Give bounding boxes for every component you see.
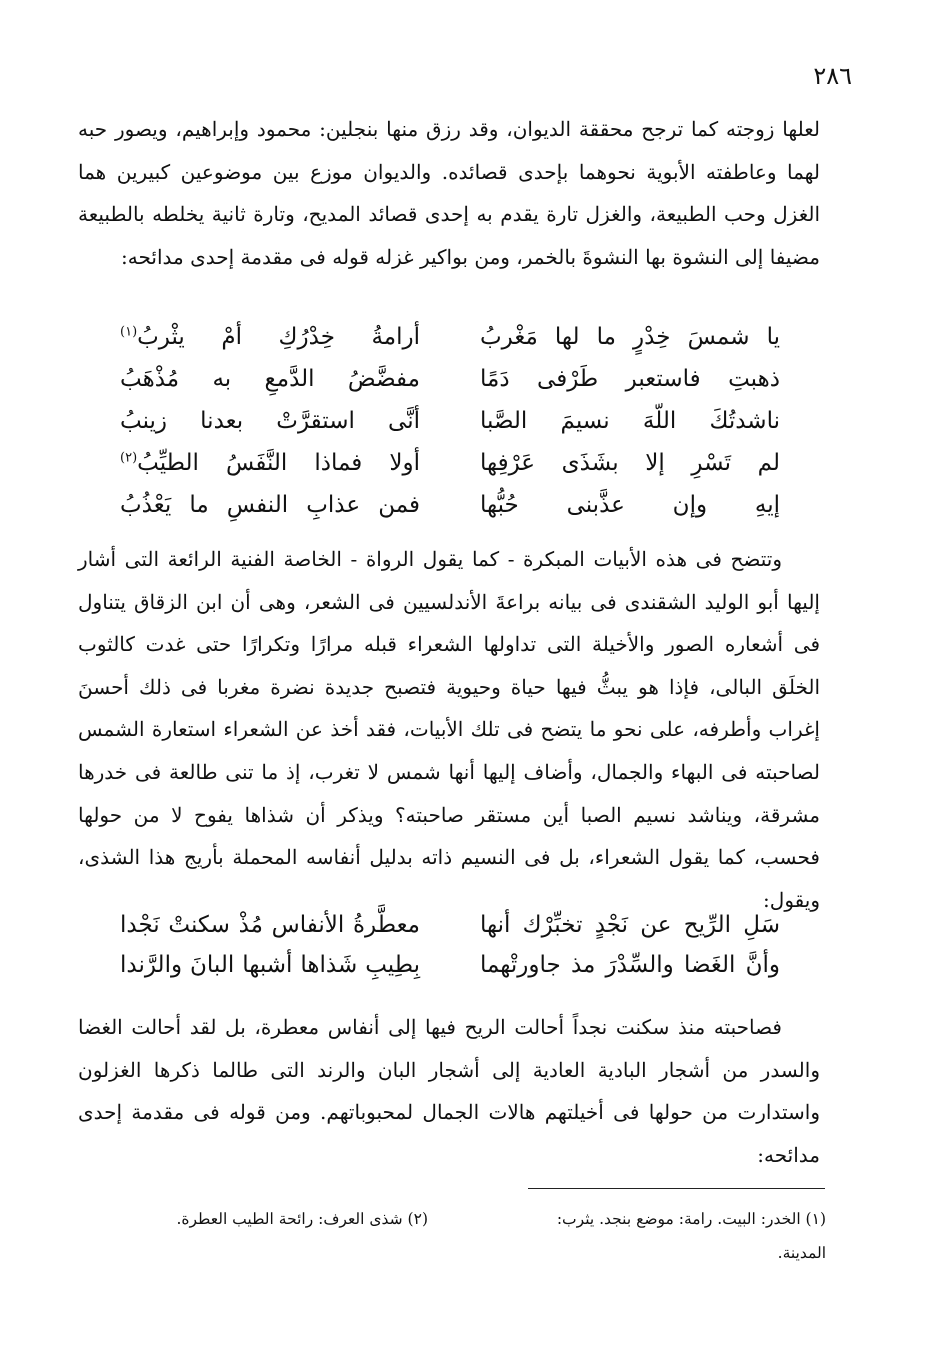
footnote-marker: (١) xyxy=(120,324,138,340)
footnote-marker: (٢) xyxy=(120,450,138,466)
paragraph-intro xyxy=(78,108,820,278)
poem-verse xyxy=(120,912,780,952)
verse-second-hemistich: مفضَّضُ الدَّمعِ به مُذْهَبُ xyxy=(120,366,420,392)
verse-second-hemistich: معطَّرةُ الأنفاس مُذْ سكنتْ نَجْدا xyxy=(120,912,420,938)
footnote-row xyxy=(108,1202,826,1236)
page-number: ٢٨٦ xyxy=(813,62,852,90)
paragraph-conclusion xyxy=(78,1006,820,1176)
poem-verse xyxy=(120,492,780,534)
verse-text: أرامةُ خِدْرُكِ أمْ يثْربُ xyxy=(137,324,420,350)
verse-first-hemistich: ذهبتِ فاستعبر طَرْفى دَمًا xyxy=(480,366,780,392)
poem-first xyxy=(120,324,780,534)
verse-second-hemistich xyxy=(120,450,420,476)
footnote-2: (٢) شذى العرف: رائحة الطيب العطرة. xyxy=(176,1210,428,1228)
footnote-divider xyxy=(528,1188,825,1189)
paragraph-text: فصاحبته منذ سكنت نجداً أحالت الريح فيها إلى أنفاس معطرة، بل لقد أحالت الغضا والسدر من أشجار البادية العادية إلى أشجار البان والرند التى طالما ذكرها الغزلون واستدارت من حولها فى أخيلتهم هالات الجمال لمحبوباتهم. ومن قوله فى مقدمة إحدى مدائحه: xyxy=(78,1015,820,1167)
verse-first-hemistich: يا شمسَ خِدْرٍ ما لها مَغْربُ xyxy=(480,324,780,350)
verse-second-hemistich xyxy=(120,324,420,350)
verse-second-hemistich: أنَّى استقرَّتْ بعدنا زينبُ xyxy=(120,408,420,434)
poem-verse xyxy=(120,952,780,992)
verse-first-hemistich: إيهِ وإن عذَّبنى حُبُّها xyxy=(480,492,780,518)
poem-verse xyxy=(120,324,780,366)
poem-verse xyxy=(120,366,780,408)
verse-first-hemistich: وأنَّ الغَضا والسِّدْرَ مذ جاورتْهما xyxy=(480,952,780,978)
footnote-1-continuation: المدينة. xyxy=(777,1244,826,1262)
poem-verse xyxy=(120,408,780,450)
paragraph-analysis xyxy=(78,538,820,921)
verse-text: أولا فماذا النَّفَسُ الطيِّبُ xyxy=(137,450,420,476)
paragraph-text: وتتضح فى هذه الأبيات المبكرة - كما يقول الرواة - الخاصة الفنية الرائعة التى أشار إليها أبو الوليد الشقندى فى بيانه براعةَ الأندلسيين فى الشعر، وهى أن ابن الزقاق يتناول فى أشعاره الصور والأخيلة التى تداولها الشعراء قبله مرارًا وتكرارًا حتى غدت كالثوب الخلَق البالى، فإذا هو يبثُّ فيها حياة وحيوية فتصبح جديدة نضرة مغربا فى ذلك أحسنَ إغراب وأطرفه، على نحو ما يتضح فى تلك الأبيات، فقد أخذ عن الشعراء استعارة الشمس لصاحبته فى البهاء والجمال، وأضاف إليها أنها شمس لا تغرب، إذ ما تنى طالعة فى خدرها مشرقة، ويناشد نسيم الصبا أين مستقر صاحبته؟ ويذكر أن شذاها يفوح لا من حولها فحسب، كما يقول الشعراء، بل فى النسيم ذاته بدليل أنفاسه المحملة بأريج هذا الشذى، ويقول: xyxy=(78,547,820,912)
paragraph-text: لعلها زوجته كما ترجح محققة الديوان، وقد رزق منها بنجلين: محمود وإبراهيم، ويصور حبه لهما وعاطفته الأبوية نحوهما بإحدى قصائده. والديوان موزع بين موضوعين كبيرين هما الغزل وحب الطبيعة، والغزل تارة يقدم به إحدى قصائد المديح، وتارة ثانية يخلطه بالطبيعة مضيفا إلى النشوة بها النشوةَ بالخمر، ومن بواكير غزله قوله فى مقدمة إحدى مدائحه: xyxy=(78,117,820,269)
verse-first-hemistich: ناشدتُكَ اللّهَ نسيمَ الصَّبا xyxy=(480,408,780,434)
footnote-1: (١) الخدر: البيت. رامة: موضع بنجد. يثرب: xyxy=(556,1210,826,1228)
footnotes xyxy=(108,1202,826,1270)
verse-second-hemistich: فمن عذابِ النفسِ ما يَعْذُبُ xyxy=(120,492,420,518)
verse-first-hemistich: لم تَسْرِ إلا بشَذَى عَرْفِها xyxy=(480,450,780,476)
verse-first-hemistich: سَلِ الرِّيح عن نَجْدٍ تخبِّرْك أنها xyxy=(480,912,780,938)
verse-second-hemistich: بِطِيبِ شَذاها أشبها البانَ والرَّندا xyxy=(120,952,420,978)
poem-verse xyxy=(120,450,780,492)
poem-second xyxy=(120,912,780,992)
